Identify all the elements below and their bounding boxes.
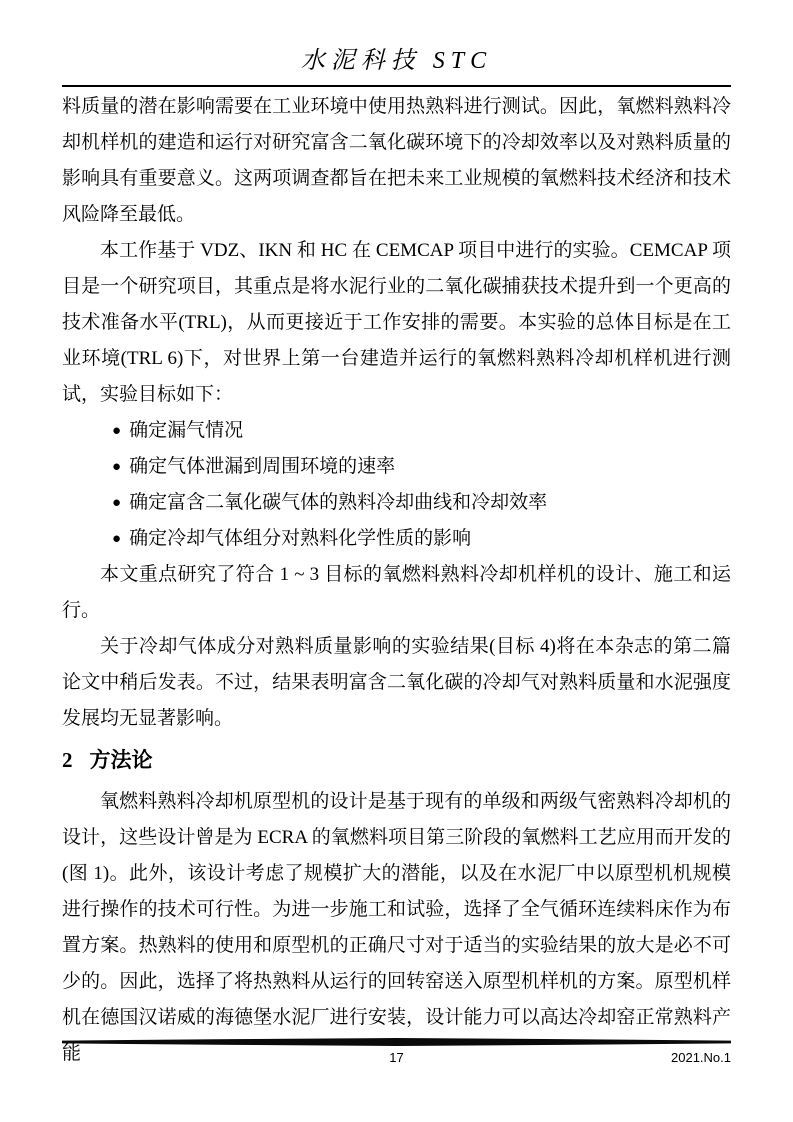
bullet-icon: ● bbox=[112, 459, 122, 475]
section-heading-methodology bbox=[62, 740, 731, 781]
paragraph-focus: 本文重点研究了符合 1 ~ 3 目标的氧燃料熟料冷却机样机的设计、施工和运行。 bbox=[62, 564, 731, 621]
paragraph-cemcap-intro: 本工作基于 VDZ、IKN 和 HC 在 CEMCAP 项目中进行的实验。CEMCAP 项目是一个研究项目，其重点是将水泥行业的二氧化碳捕获技术提升到一个更高的技术准备水平(TRL)，从而更接近于工作安排的需要。本实验的总体目标是在工业环境(TRL 6)下，对世界上第一台建造并运行的氧燃料熟料冷却机样机进行测试，实验目标如下： bbox=[62, 240, 731, 405]
footer-text-row bbox=[62, 1050, 731, 1066]
section-number: 2 bbox=[62, 748, 73, 772]
bullet-icon: ● bbox=[112, 495, 122, 511]
bullet-icon: ● bbox=[112, 423, 122, 439]
paragraph-continuation: 料质量的潜在影响需要在工业环境中使用热熟料进行测试。因此，氧燃料熟料冷却机样机的建造和运行对研究富含二氧化碳环境下的冷却效率以及对熟料质量的影响具有重要意义。这两项调查都旨在把未来工业规模的氧燃料技术经济和技术风险降至最低。 bbox=[62, 96, 731, 225]
footer-divider-bar bbox=[62, 1038, 731, 1046]
page-header bbox=[62, 46, 731, 87]
article-text bbox=[62, 89, 731, 1072]
list-item-text: 确定富含二氧化碳气体的熟料冷却曲线和冷却效率 bbox=[129, 492, 548, 513]
paragraph-methodology: 氧燃料熟料冷却机原型机的设计是基于现有的单级和两级气密熟料冷却机的设计，这些设计曾是为 ECRA 的氧燃料项目第三阶段的氧燃料工艺应用而开发的(图 1)。此外，该设计考虑了规模扩大的潜能，以及在水泥厂中以原型机机规模进行操作的技术可行性。为进一步施工和试验，选择了全气循环连续料床作为布置方案。热熟料的使用和原型机的正确尺寸对于适当的实验结果的放大是必不可少的。因此，选择了将热熟料从运行的回转窑送入原型机样机的方案。原型机样机在德国汉诺威的海德堡水泥厂进行安装，设计能力可以高达冷却窑正常熟料产能 bbox=[62, 791, 731, 1064]
list-item bbox=[112, 485, 731, 521]
issue-label: 2021.No.1 bbox=[671, 1050, 731, 1065]
list-item bbox=[112, 449, 731, 485]
journal-title: 水泥科技 STC bbox=[300, 48, 493, 74]
bullet-icon: ● bbox=[112, 531, 122, 547]
list-item bbox=[112, 521, 731, 557]
list-item-text: 确定气体泄漏到周围环境的速率 bbox=[129, 456, 396, 477]
paragraph-results-note: 关于冷却气体成分对熟料质量影响的实验结果(目标 4)将在本杂志的第二篇论文中稍后发表。不过，结果表明富含二氧化碳的冷却气对熟料质量和水泥强度发展均无显著影响。 bbox=[62, 636, 731, 729]
list-item-text: 确定漏气情况 bbox=[129, 420, 244, 441]
page-footer bbox=[62, 1038, 731, 1066]
list-item-text: 确定冷却气体组分对熟料化学性质的影响 bbox=[129, 528, 472, 549]
section-title: 方法论 bbox=[89, 749, 153, 772]
objectives-list bbox=[62, 413, 731, 557]
list-item bbox=[112, 413, 731, 449]
page-number: 17 bbox=[389, 1050, 404, 1065]
